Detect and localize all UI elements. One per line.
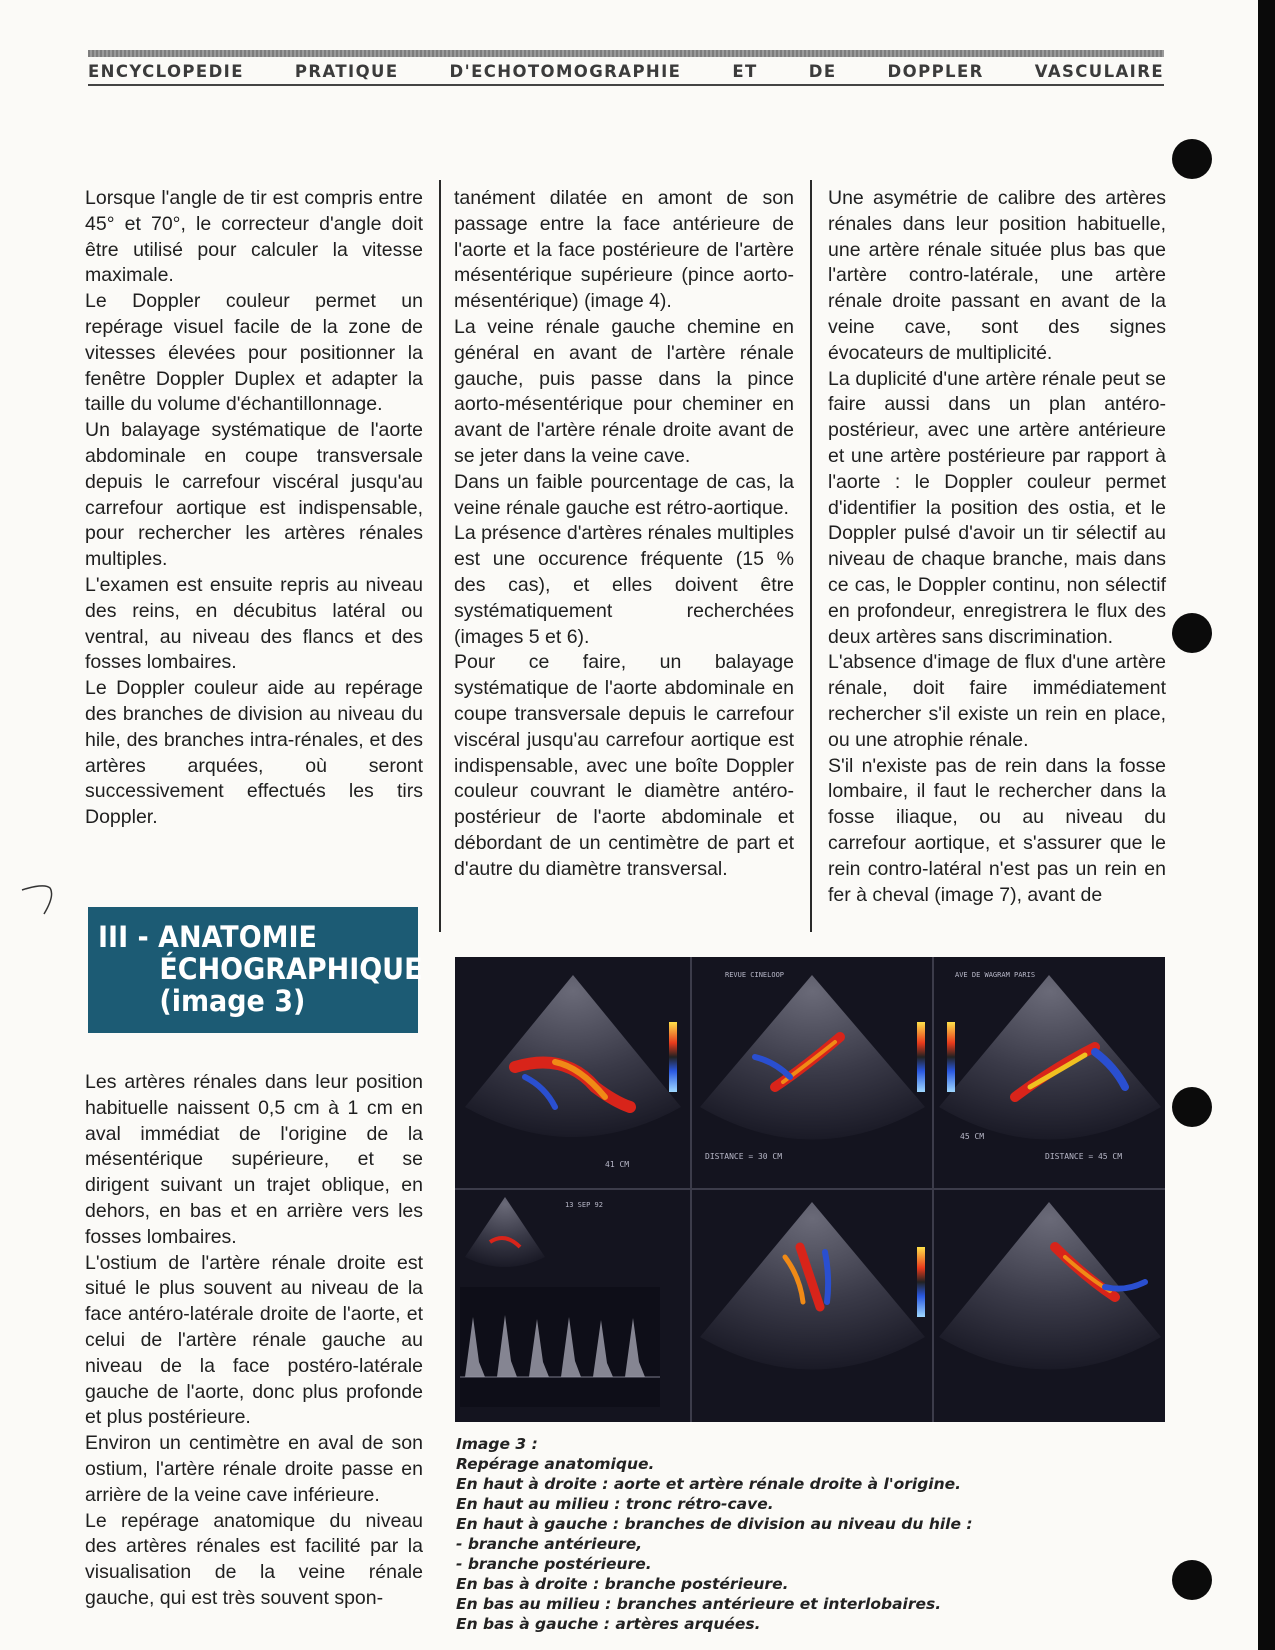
page-edge bbox=[1258, 0, 1275, 1650]
paragraph: Les artères rénales dans leur position habituelle naissent 0,5 cm à 1 cm en aval immédiat de l'origine de la mésentérique supérieure, et se dirigent suivant un trajet oblique, en dehors, en bas et en arrière vers les fosses lombaires. bbox=[85, 1071, 423, 1248]
pen-mark bbox=[20, 878, 60, 918]
ultrasound-mosaic bbox=[455, 957, 1165, 1422]
site-label: AVE DE WAGRAM PARIS bbox=[955, 971, 1036, 979]
paragraph: Pour ce faire, un balayage systématique de l'aorte abdominale en coupe transversale depuis le carrefour viscéral jusqu'au carrefour aortique est indispensable, avec une boîte Doppler couleur couvrant le diamètre antéro-postérieur de l'aorte abdominale et débordant de un centimètre de part et d'autre du diamètre transversal. bbox=[454, 651, 794, 880]
caption-line: Image 3 : bbox=[456, 1435, 538, 1453]
header-title: ENCYCLOPEDIE PRATIQUE D'ECHOTOMOGRAPHIE ET DE DOPPLER VASCULAIRE bbox=[88, 62, 1164, 81]
section-title-line: III - ANATOMIE bbox=[98, 920, 317, 954]
distance-readout: DISTANCE = 30 CM bbox=[705, 1152, 783, 1161]
caption-line: - branche antérieure, bbox=[456, 1535, 643, 1553]
caption-line: En haut à droite : aorte et artère rénale droite à l'origine. bbox=[456, 1475, 962, 1493]
paragraph: La veine rénale gauche chemine en général en avant de l'artère rénale gauche, puis passe dans la pince aorto-mésentérique pour cheminer en avant de l'artère rénale droite avant de se jeter dans la veine cave. bbox=[454, 315, 794, 467]
site-label: REVUE CINELOOP bbox=[725, 971, 785, 979]
punch-hole bbox=[1172, 1560, 1212, 1600]
color-scale bbox=[917, 1022, 925, 1092]
color-scale bbox=[669, 1022, 677, 1092]
color-scale bbox=[947, 1022, 955, 1092]
caption-line: En haut à gauche : branches de division au niveau du hile : bbox=[456, 1515, 973, 1533]
caption-line: En bas au milieu : branches antérieure et interlobaires. bbox=[456, 1595, 942, 1613]
paragraph: Un balayage systématique de l'aorte abdominale en coupe transversale depuis le carrefour viscéral jusqu'au carrefour aortique est indispensable, pour rechercher les artères rénales multiples. bbox=[85, 419, 423, 571]
paragraph: L'absence d'image de flux d'une artère rénale, doit faire immédiatement rechercher s'il existe un rein en place, ou une atrophie rénale. bbox=[828, 651, 1166, 751]
ultrasound-figure bbox=[455, 957, 1165, 1422]
section-title bbox=[98, 920, 423, 1018]
punch-hole bbox=[1172, 613, 1212, 653]
figure-caption bbox=[456, 1434, 1176, 1634]
column-1 bbox=[85, 186, 423, 831]
paragraph: L'ostium de l'artère rénale droite est situé le plus souvent au niveau de la face antéro-latérale droite de l'aorte, et celui de l'artère rénale gauche au niveau de la face postéro-latérale gauche de l'aorte, donc plus profonde et plus postérieure. bbox=[85, 1251, 423, 1429]
caption-line: En bas à droite : branche postérieure. bbox=[456, 1575, 789, 1593]
distance-readout: DISTANCE = 45 CM bbox=[1045, 1152, 1123, 1161]
paragraph: Lorsque l'angle de tir est compris entre 45° et 70°, le correcteur d'angle doit être utilisé pour calculer la vitesse maximale. bbox=[85, 187, 423, 287]
column-2 bbox=[454, 186, 794, 883]
paragraph: Le Doppler couleur permet un repérage visuel facile de la zone de vitesses élevées pour positionner la fenêtre Doppler Duplex et adapter la taille du volume d'échantillonnage. bbox=[85, 290, 423, 416]
depth-readout: 41 CM bbox=[605, 1160, 630, 1169]
header-bar bbox=[88, 50, 1164, 57]
paragraph: tanément dilatée en amont de son passage entre la face antérieure de l'aorte et la face postérieure de l'artère mésentérique supérieure (pince aorto-mésentérique) (image 4). bbox=[454, 187, 794, 313]
paragraph: Le repérage anatomique du niveau des artères rénales est facilité par la visualisation de la veine rénale gauche, qui est très souvent spon- bbox=[85, 1509, 423, 1609]
punch-hole bbox=[1172, 1087, 1212, 1127]
punch-hole bbox=[1172, 139, 1212, 179]
color-scale bbox=[917, 1247, 925, 1317]
depth-readout: 45 CM bbox=[960, 1132, 985, 1141]
caption-line: - branche postérieure. bbox=[456, 1555, 652, 1573]
paragraph: L'examen est ensuite repris au niveau des reins, en décubitus latéral ou ventral, au niveau des flancs et des fosses lombaires. bbox=[85, 573, 423, 674]
section-heading-box bbox=[88, 907, 423, 1033]
paragraph: Le Doppler couleur aide au repérage des branches de division au niveau du hile, des branches intra-rénales, et des artères arquées, où seront successivement effectués les tirs Doppler. bbox=[85, 677, 423, 829]
paragraph: La présence d'artères rénales multiples est une occurence fréquente (15 % des cas), et elles doivent être systématiquement recherchées (images 5 et 6). bbox=[454, 522, 794, 648]
column-divider bbox=[810, 180, 812, 932]
header-rule bbox=[88, 84, 1164, 86]
column-divider bbox=[439, 180, 441, 932]
column-3 bbox=[828, 186, 1166, 908]
date-label: 13 SEP 92 bbox=[565, 1201, 603, 1209]
paragraph: La duplicité d'une artère rénale peut se faire aussi dans un plan antéro-postérieur, avec une artère antérieure et une artère postérieure par rapport à l'aorte : le Doppler couleur permet d'identifier la position des ostia, et le Doppler pulsé d'avoir un tir sélectif au niveau de chaque branche, mais dans ce cas, le Doppler continu, non sélectif en profondeur, enregistrera le flux des deux artères sans discrimination. bbox=[828, 367, 1166, 648]
section-title-line: ÉCHOGRAPHIQUE bbox=[159, 952, 423, 986]
caption-line: En bas à gauche : artères arquées. bbox=[456, 1615, 761, 1633]
paragraph: Environ un centimètre en aval de son ostium, l'artère rénale droite passe en arrière de la veine cave inférieure. bbox=[85, 1432, 423, 1506]
column-1-bottom bbox=[85, 1070, 423, 1612]
paragraph: S'il n'existe pas de rein dans la fosse lombaire, il faut le rechercher dans la fosse iliaque, ou au niveau du carrefour aortique, et s'assurer que le rein contro-latéral n'est pas un rein en fer à cheval (image 7), avant de bbox=[828, 754, 1166, 906]
paragraph: Dans un faible pourcentage de cas, la veine rénale gauche est rétro-aortique. bbox=[454, 470, 794, 519]
paragraph: Une asymétrie de calibre des artères rénales dans leur position habituelle, une artère rénale située plus bas que l'artère contro-latérale, une artère rénale droite passant en avant de la veine cave, sont des signes évocateurs de multiplicité. bbox=[828, 187, 1166, 364]
caption-line: Repérage anatomique. bbox=[456, 1455, 655, 1473]
caption-line: En haut au milieu : tronc rétro-cave. bbox=[456, 1495, 774, 1513]
section-title-line: (image 3) bbox=[159, 984, 306, 1018]
